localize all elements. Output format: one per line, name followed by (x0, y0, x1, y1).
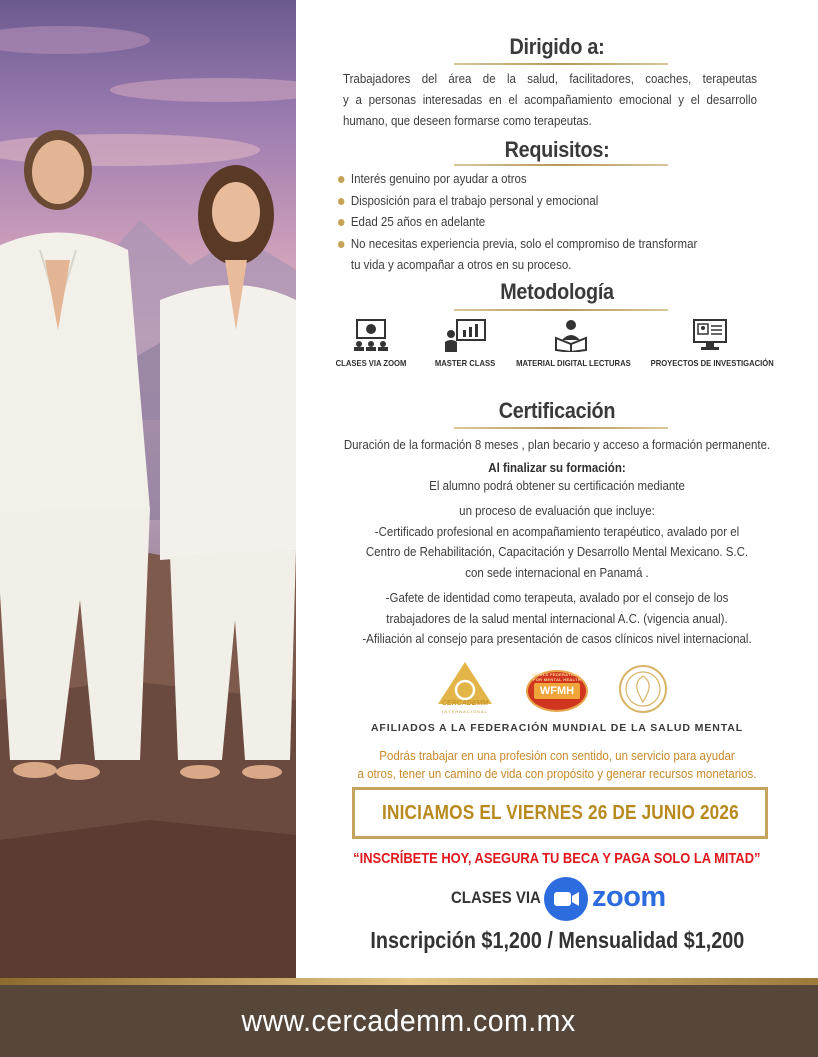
certificacion-line-5: con sede internacional en Panamá . (465, 566, 649, 580)
certificacion-line-2: un proceso de evaluación que incluye: (459, 504, 655, 518)
method-label: MASTER CLASS (434, 358, 496, 368)
list-item: Disposición para el trabajo personal y emocional (338, 191, 724, 213)
affiliation-logos (296, 660, 818, 716)
method-label: CLASES VIA ZOOM (335, 358, 407, 368)
teacher-board-icon (443, 318, 487, 352)
dirigido-heading: Dirigido a: (509, 34, 605, 59)
content-panel (296, 0, 818, 978)
monitor-profile-icon (692, 318, 728, 352)
price-text: Inscripción $1,200 / Mensualidad $1,200 (370, 927, 744, 953)
council-seal-icon (618, 664, 668, 714)
website-link[interactable]: www.cercademm.com.mx (241, 1003, 577, 1038)
afiliados-text: AFILIADOS A LA FEDERACIÓN MUNDIAL DE LA SALUD MENTAL (370, 722, 744, 734)
requisitos-heading: Requisitos: (504, 137, 610, 162)
reader-book-icon (554, 318, 588, 352)
cercademm-subtitle: INTERNACIONAL (442, 709, 488, 714)
list-item: No necesitas experiencia previa, solo el compromiso de transformar (338, 234, 724, 256)
presentation-screen-icon (351, 318, 391, 352)
council-seal-logo (618, 664, 668, 719)
requisitos-list (338, 169, 758, 277)
certificacion-line-4: Centro de Rehabilitación, Capacitación y Desarrollo Mental Mexicano. S.C. (365, 545, 749, 559)
footer-gold-band (0, 978, 818, 985)
wfmh-ring-text: WORLD FEDERATION · FOR MENTAL HEALTH (532, 672, 582, 682)
certificacion-heading: Certificación (498, 398, 616, 423)
cercademm-logo (436, 660, 494, 721)
method-item-proyectos (644, 318, 776, 368)
start-date-banner (352, 787, 768, 839)
method-label: MATERIAL DIGITAL LECTURAS (516, 358, 631, 368)
dirigido-line-1: Trabajadores del área de la salud, facilitadores, coaches, terapeutas (343, 72, 757, 86)
certificacion-rule (454, 427, 668, 429)
dirigido-rule (454, 63, 668, 65)
method-item-master-class (426, 318, 504, 368)
metodologia-heading: Metodología (500, 279, 614, 304)
profesion-text: Podrás trabajar en una profesión con sentido, un servicio para ayudar a otros, tener un camino de vida con propósito y generar recursos monetarios. (357, 749, 757, 781)
method-item-material (510, 318, 632, 368)
certificacion-line-1: El alumno podrá obtener su certificación mediante (429, 479, 685, 493)
footer-bar (0, 985, 818, 1057)
method-item-zoom (330, 318, 412, 368)
list-item: Interés genuino por ayudar a otros (338, 169, 724, 191)
certificacion-line-8: -Afiliación al consejo para presentación de casos clínicos nivel internacional. (362, 632, 752, 646)
dirigido-line-2: y a personas interesadas en el acompañamiento emocional y el desarrollo (343, 93, 757, 107)
list-item-continuation: tu vida y acompañar a otros en su proceso. (350, 258, 572, 272)
certificacion-line-6: -Gafete de identidad como terapeuta, avalado por el consejo de los (385, 591, 729, 605)
meditation-photo (0, 0, 296, 978)
duracion-text: Duración de la formación 8 meses , plan becario y acceso a formación permanente. (343, 438, 771, 452)
list-item: Edad 25 años en adelante (338, 212, 724, 234)
dirigido-line-3: humano, que deseen formarse como terapeutas. (343, 114, 592, 128)
al-finalizar-text: Al finalizar su formación: (488, 461, 626, 475)
clases-via-label: CLASES VIA (451, 888, 541, 907)
wfmh-wordmark: WFMH (534, 683, 580, 699)
zoom-camera-icon (544, 877, 588, 921)
start-date-text: INICIAMOS EL VIERNES 26 DE JUNIO 2026 (381, 801, 739, 824)
method-label: PROYECTOS DE INVESTIGACIÓN (650, 358, 774, 368)
requisitos-rule (454, 164, 668, 166)
zoom-wordmark: zoom (592, 881, 666, 913)
inscribete-callout: “INSCRÍBETE HOY, ASEGURA TU BECA Y PAGA SOLO LA MITAD” (353, 850, 761, 867)
metodologia-rule (454, 309, 668, 311)
certificacion-line-3: -Certificado profesional en acompañamiento terapéutico, avalado por el (374, 525, 740, 539)
wfmh-logo (526, 670, 588, 712)
meditating-couple-illustration (0, 0, 296, 978)
certificacion-line-7: trabajadores de la salud mental internacional A.C. (vigencia anual). (386, 612, 728, 626)
cercademm-wordmark: CERCADEMM (441, 700, 489, 707)
zoom-classes-row (296, 877, 818, 921)
cercademm-triangle-icon (436, 660, 494, 716)
